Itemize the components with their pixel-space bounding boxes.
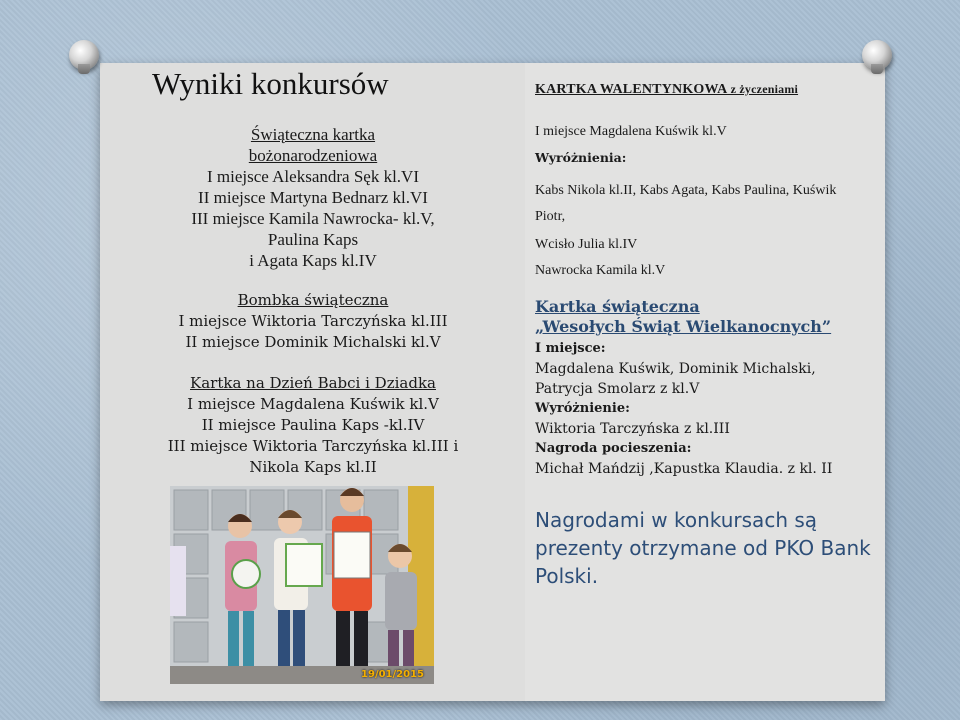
section-title: KARTKA WALENTYNKOWA — [535, 82, 728, 97]
result-line: Paulina Kaps — [267, 230, 359, 249]
distinctions-label: Wyróżnienia: — [535, 150, 627, 165]
distinction-label: Wyróżnienie: — [535, 401, 630, 416]
result-line: II miejsce Martyna Bednarz kl.VI — [198, 188, 428, 207]
section-title: Bombka świąteczna — [237, 291, 389, 309]
valentine-results — [535, 124, 885, 289]
result-line: III miejsce Kamila Nawrocka- kl.V, — [191, 209, 435, 228]
sponsor-note: Nagrodami w konkursach są prezenty otrzymane od PKO Bank Polski. — [535, 508, 871, 588]
easter-card-section — [535, 297, 885, 479]
result-line: Nawrocka Kamila kl.V — [535, 263, 666, 278]
result-line: I miejsce Aleksandra Sęk kl.VI — [207, 167, 419, 186]
result-line: Magdalena Kuświk, Dominik Michalski, — [535, 361, 816, 377]
result-line: III miejsce Wiktoria Tarczyńska kl.III i — [167, 437, 459, 455]
section-title: Świąteczna kartka — [250, 125, 376, 144]
result-line: II miejsce Paulina Kaps -kl.IV — [201, 416, 425, 434]
photo-date-stamp: 19/01/2015 — [361, 669, 424, 680]
section-title-suffix: z życzeniami — [727, 82, 799, 96]
result-line: Wiktoria Tarczyńska z kl.III — [535, 421, 730, 437]
section-title: Kartka na Dzień Babci i Dziadka — [190, 374, 436, 392]
photo-illustration — [170, 486, 434, 684]
section-title: bożonarodzeniowa — [248, 146, 378, 165]
valentine-heading — [535, 82, 885, 98]
pushpin-icon — [69, 40, 99, 70]
result-line: I miejsce Magdalena Kuświk kl.V — [535, 124, 727, 139]
result-line: Wcisło Julia kl.IV — [535, 237, 638, 252]
result-line: I miejsce Magdalena Kuświk kl.V — [187, 395, 439, 413]
first-place-label: I miejsce: — [535, 341, 606, 356]
result-line: i Agata Kaps kl.IV — [249, 251, 377, 270]
consolation-label: Nagroda pocieszenia: — [535, 441, 692, 456]
result-line: Patrycja Smolarz z kl.V — [535, 381, 700, 397]
page-title: Wyniki konkursów — [152, 66, 389, 101]
section-title: Kartka świąteczna — [535, 297, 700, 316]
christmas-card-section — [108, 124, 518, 271]
result-line: II miejsce Dominik Michalski kl.V — [185, 333, 441, 351]
bauble-section — [108, 290, 518, 353]
winners-photo — [170, 486, 434, 684]
grandparents-card-section — [108, 373, 518, 478]
section-subtitle: „Wesołych Świąt Wielkanocnych” — [535, 317, 832, 336]
result-line: Michał Mańdzij ,Kapustka Klaudia. z kl. II — [535, 461, 833, 477]
result-line: I miejsce Wiktoria Tarczyńska kl.III — [178, 312, 448, 330]
result-line: Nikola Kaps kl.II — [249, 458, 377, 476]
pushpin-icon — [862, 40, 892, 70]
result-line: Piotr, — [535, 209, 566, 224]
result-line: Kabs Nikola kl.II, Kabs Agata, Kabs Paulina, Kuświk — [535, 183, 837, 198]
